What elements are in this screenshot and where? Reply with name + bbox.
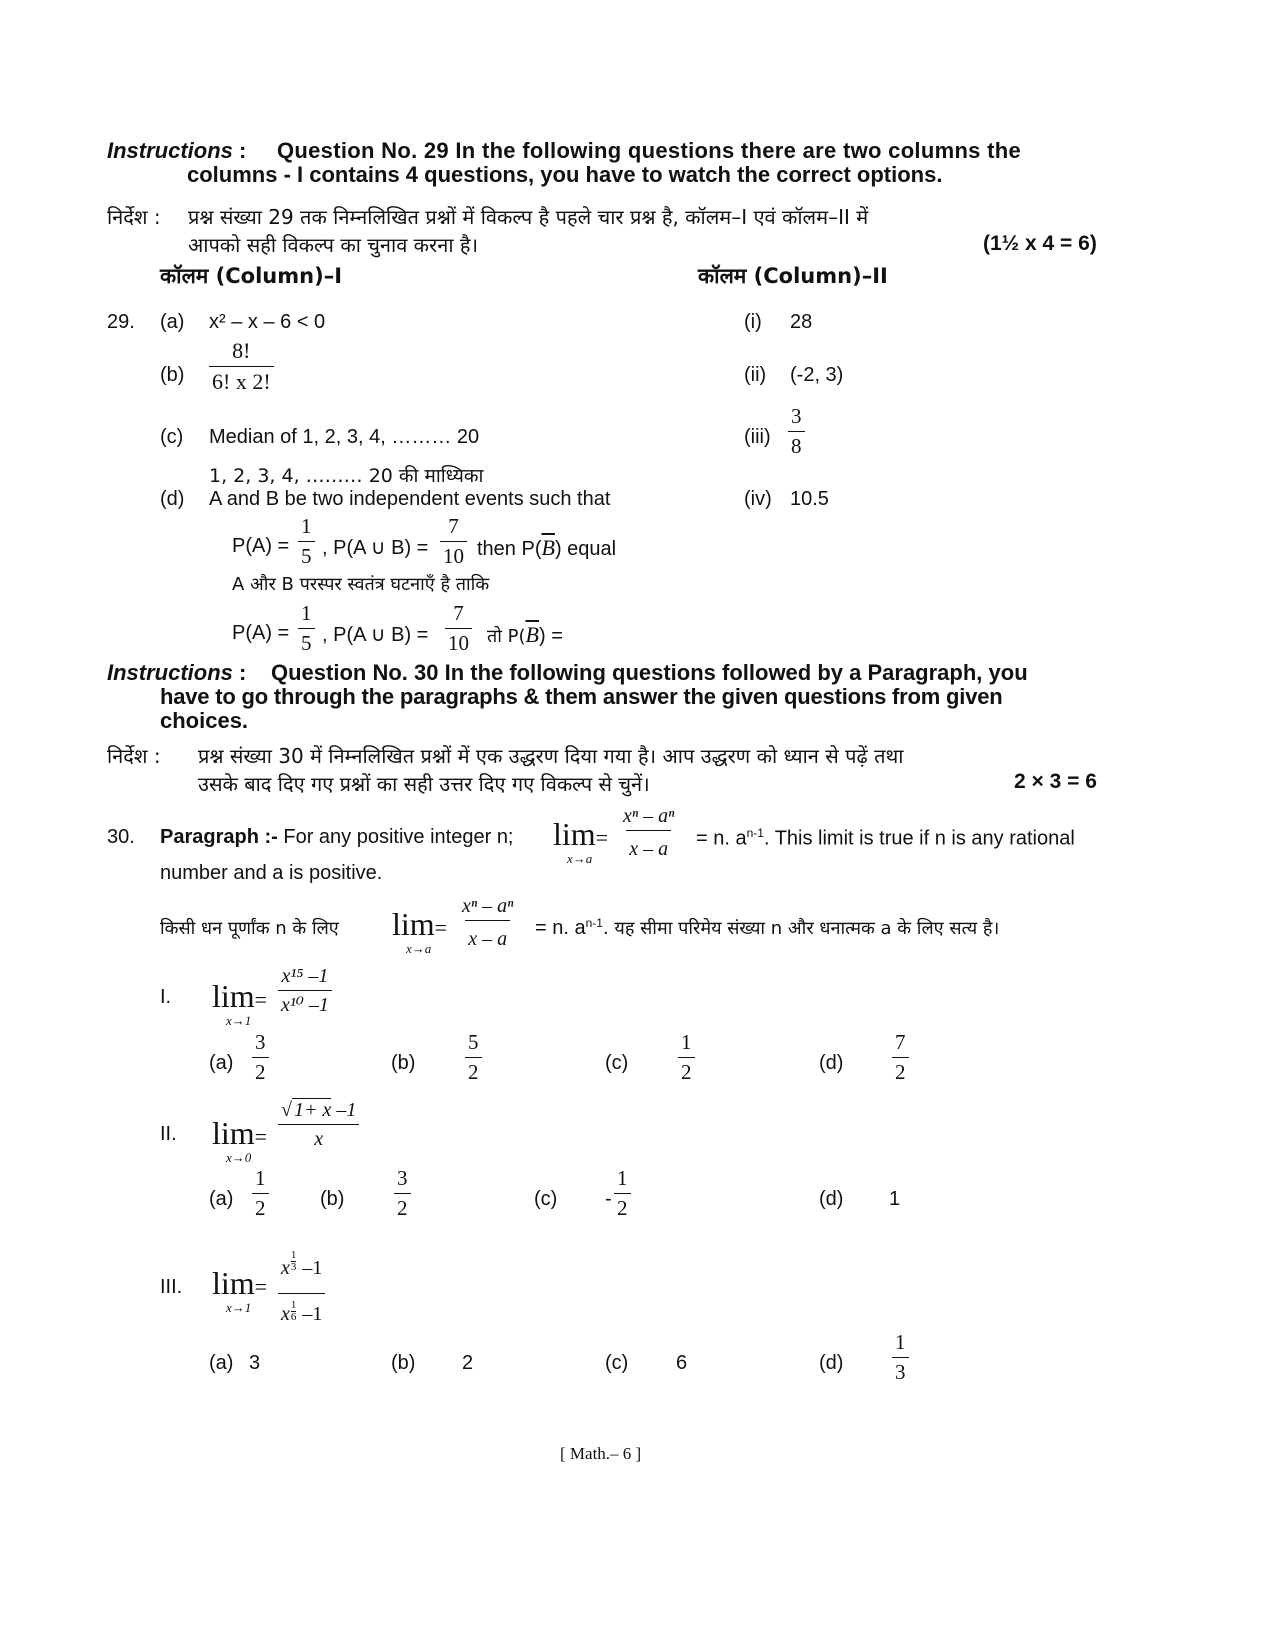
nirdesh-30-line1: प्रश्न संख्या 30 में निम्नलिखित प्रश्नों में एक उद्धरण दिया गया है। आप उद्धरण को ध्यान से पढ़ें तथा <box>198 744 904 768</box>
nirdesh-29-line2: आपको सही विकल्प का चुनाव करना है। <box>188 233 479 257</box>
instructions-label: Instructions <box>107 138 233 163</box>
sub2-lim-sub: x→0 <box>226 1150 252 1165</box>
sub2-opt-a-den: 2 <box>252 1193 269 1219</box>
q29-d-frac1 <box>298 516 315 567</box>
q29-c-text: Median of 1, 2, 3, 4, ……… 20 <box>209 426 480 448</box>
q29-d-b-complement-2: $\overline{B}$ <box>525 622 539 647</box>
sub1-opt-c-frac <box>678 1032 695 1083</box>
q29-d-frac2-2-den: 10 <box>445 628 472 654</box>
q29-a-label: (a) <box>160 311 185 333</box>
q29-d-equal-text: ) equal <box>554 538 617 560</box>
sub2-opt-a-label: (a) <box>209 1188 234 1210</box>
q29-b-fraction <box>209 340 274 393</box>
sub3-den-exp-n: 1 <box>290 1299 297 1311</box>
q29-d-then <box>477 535 616 561</box>
sub2-lim-text: lim <box>212 1115 255 1151</box>
q30-hindi-text2: = n. a <box>535 917 586 939</box>
sub2-opt-c-frac <box>614 1168 631 1219</box>
col2-i-value: 28 <box>790 311 813 333</box>
q29-d-to <box>487 622 563 648</box>
sub1-opt-b-den: 2 <box>465 1057 482 1083</box>
instructions-29 <box>107 138 246 164</box>
sub3-lim: lim= x→1 <box>212 1265 268 1315</box>
sub3-lim-text: lim <box>212 1265 255 1301</box>
column-2-heading: कॉलम (Column)–II <box>698 264 888 288</box>
sub2-opt-b-num: 3 <box>397 1166 408 1190</box>
sub1-opt-b-num: 5 <box>468 1030 479 1054</box>
sub3-den-base: x <box>281 1303 290 1325</box>
q29-number: 29. <box>107 311 135 333</box>
q30-exp: n-1 <box>746 826 764 840</box>
sub1-opt-d-den: 2 <box>892 1057 909 1083</box>
q29-c-hindi: 1, 2, 3, 4, ……… 20 की माध्यिका <box>209 465 484 487</box>
sub2-fraction <box>278 1100 359 1149</box>
sub3-num <box>278 1236 325 1293</box>
q29-d-pa: P(A) = <box>232 535 290 557</box>
q30-hindi-text1: किसी धन पूर्णांक n के लिए <box>160 918 339 939</box>
col2-ii-value: (-2, 3) <box>790 364 844 386</box>
sub1-fraction <box>278 966 332 1015</box>
sub3-opt-d-den: 3 <box>892 1357 909 1383</box>
sub2-lim: lim= x→0 <box>212 1115 268 1165</box>
instructions-29-line1: Question No. 29 In the following questions there are two columns the <box>277 138 1022 163</box>
q30-frac-den: x – a <box>626 830 671 859</box>
sub3-den-exp-d: 6 <box>290 1311 297 1323</box>
q29-d-frac2-2-num: 7 <box>453 601 464 625</box>
q29-d-eq-text: ) = <box>538 625 563 647</box>
col2-i-label: (i) <box>744 311 762 333</box>
q29-d-frac1-num: 1 <box>301 514 312 538</box>
q30-para-line1 <box>160 826 514 849</box>
q30-hindi-fraction <box>459 896 516 949</box>
sub2-opt-c-den: 2 <box>614 1193 631 1219</box>
sub1-opt-a-num: 3 <box>255 1030 266 1054</box>
sub1-num: x¹⁵ –1 <box>281 965 329 987</box>
instructions-colon: : <box>239 138 247 163</box>
q30-fraction <box>620 806 677 859</box>
sub2-opt-c-num: 1 <box>617 1166 628 1190</box>
q30-para-line2: number and a is positive. <box>160 862 383 884</box>
sub1-den: x¹⁰ –1 <box>278 990 332 1015</box>
sub3-opt-c-value: 6 <box>676 1352 688 1374</box>
sub3-opt-d-frac <box>892 1332 909 1383</box>
col2-iv-value: 10.5 <box>790 488 829 510</box>
q29-d-pab: , P(A ∪ B) = <box>322 537 429 559</box>
sub3-opt-a-value: 3 <box>249 1352 261 1374</box>
sub2-opt-c-label: (c) <box>534 1188 558 1210</box>
sub3-lim-sub: x→1 <box>226 1300 252 1315</box>
q29-d-frac1-2 <box>298 603 315 654</box>
q30-hindi-lim: lim= x→a <box>392 906 448 956</box>
sub3-opt-d-num: 1 <box>895 1330 906 1354</box>
q30-hindi-frac-num: xⁿ – aⁿ <box>462 895 514 917</box>
instructions-30-label: Instructions <box>107 660 233 685</box>
sub3-num-exp-d: 3 <box>290 1261 297 1273</box>
q29-d-frac2-den: 10 <box>440 541 467 567</box>
nirdesh-30-line2: उसके बाद दिए गए प्रश्नों का सही उत्तर दिए गए विकल्प से चुनें। <box>198 772 650 796</box>
q29-c-label: (c) <box>160 426 184 448</box>
q29-b-numerator: 8! <box>232 338 251 363</box>
column-1-heading: कॉलम (Column)–I <box>160 264 343 288</box>
sub3-opt-a-label: (a) <box>209 1352 234 1374</box>
col2-iv-label: (iv) <box>744 488 772 510</box>
q29-d-text: A and B be two independent events such that <box>209 488 611 510</box>
sub3-opt-b-value: 2 <box>462 1352 474 1374</box>
sub3-opt-b-label: (b) <box>391 1352 416 1374</box>
q30-lim-sub: x→a <box>567 851 593 866</box>
col2-iii-label: (iii) <box>744 426 771 448</box>
sub1-opt-c-den: 2 <box>678 1057 695 1083</box>
q29-a-text: x² – x – 6 < 0 <box>209 311 326 333</box>
q29-d-hindi: A और B परस्पर स्वतंत्र घटनाएँ है ताकि <box>232 574 490 595</box>
q29-d-frac2-num: 7 <box>448 514 459 538</box>
col2-iii-den: 8 <box>788 431 805 457</box>
sub2-label: II. <box>160 1123 177 1145</box>
sub1-lim-sub: x→1 <box>226 1013 252 1028</box>
sub2-den: x <box>278 1124 359 1149</box>
sub3-num-rest: –1 <box>297 1257 323 1279</box>
q30-hindi-text3: . यह सीमा परिमेय संख्या n और धनात्मक a के लिए सत्य है। <box>602 918 1000 939</box>
sub1-label: I. <box>160 986 172 1008</box>
sub3-den-rest: –1 <box>297 1303 323 1325</box>
page-footer: [ Math.– 6 ] <box>560 1444 642 1463</box>
instructions-29-line2: columns - I contains 4 questions, you have to watch the correct options. <box>187 162 943 187</box>
sub2-opt-a-frac <box>252 1168 269 1219</box>
col2-ii-label: (ii) <box>744 364 767 386</box>
q29-d-frac2 <box>440 516 467 567</box>
sub1-opt-d-label: (d) <box>819 1052 844 1074</box>
sub1-opt-d-frac <box>892 1032 909 1083</box>
sub2-opt-a-num: 1 <box>255 1166 266 1190</box>
sub1-opt-c-num: 1 <box>681 1030 692 1054</box>
sub2-num: √ 1+ x –1 <box>281 1099 357 1121</box>
q30-hindi-exp: n-1 <box>585 916 603 930</box>
sub2-opt-c-sign: - <box>605 1188 612 1210</box>
sub2-opt-b-frac <box>394 1168 411 1219</box>
q29-d-to-text: तो P( <box>487 626 526 647</box>
q30-para-label: Paragraph :- <box>160 826 278 848</box>
sub2-num-rest: –1 <box>331 1099 357 1121</box>
q29-d-frac1-2-den: 5 <box>298 628 315 654</box>
q30-para-text1: For any positive integer n; <box>283 826 514 848</box>
sub3-num-exp-n: 1 <box>290 1249 297 1261</box>
q30-lim-text: lim <box>553 816 596 852</box>
instructions-30-colon: : <box>239 660 247 685</box>
nirdesh-29-marks: (1½ x 4 = 6) <box>983 232 1097 255</box>
instructions-30 <box>107 660 246 686</box>
sub2-num-root: 1+ x <box>293 1099 332 1121</box>
q29-b-label: (b) <box>160 364 185 386</box>
q29-d-pa-2: P(A) = <box>232 622 290 644</box>
sub2-opt-d-value: 1 <box>889 1188 901 1210</box>
instructions-30-line3: choices. <box>160 708 249 733</box>
q30-number: 30. <box>107 826 135 848</box>
nirdesh-29-label: निर्देश : <box>107 205 161 229</box>
sub1-opt-b-frac <box>465 1032 482 1083</box>
sub1-opt-a-frac <box>252 1032 269 1083</box>
sub1-lim: lim= x→1 <box>212 978 268 1028</box>
q30-frac-num: xⁿ – aⁿ <box>623 805 675 827</box>
instructions-30-line2: have to go through the paragraphs & them answer the given questions from given <box>160 684 1003 709</box>
sub1-opt-c-label: (c) <box>605 1052 629 1074</box>
q30-para-text3: . This limit is true if n is any rational <box>763 827 1075 850</box>
q29-d-then-text: then P( <box>477 538 542 560</box>
q29-b-denominator: 6! x 2! <box>209 366 274 393</box>
q29-d-b-complement: $\overline{B}$ <box>541 535 555 560</box>
q29-d-label: (d) <box>160 488 185 510</box>
sub1-lim-text: lim <box>212 978 255 1014</box>
col2-iii-fraction <box>788 406 805 457</box>
q29-d-frac2-2 <box>445 603 472 654</box>
nirdesh-30-label: निर्देश : <box>107 744 161 768</box>
q30-para-line1b <box>696 826 1075 851</box>
q29-d-pab-2: , P(A ∪ B) = <box>322 624 429 646</box>
nirdesh-29-line1: प्रश्न संख्या 29 तक निम्नलिखित प्रश्नों में विकल्प है पहले चार प्रश्न है, कॉलम–I एवं कॉलम–II में <box>188 205 869 229</box>
q30-hindi-lim-sub: x→a <box>406 941 432 956</box>
sub3-opt-d-label: (d) <box>819 1352 844 1374</box>
q30-para-text2: = n. a <box>696 827 747 850</box>
sub3-den <box>278 1293 325 1335</box>
q29-d-frac1-2-num: 1 <box>301 601 312 625</box>
sub3-num-base: x <box>281 1257 290 1279</box>
q29-d-frac1-den: 5 <box>298 541 315 567</box>
q30-hindi-lim-text: lim <box>392 906 435 942</box>
sub3-fraction <box>278 1236 325 1335</box>
sub3-opt-c-label: (c) <box>605 1352 629 1374</box>
sub1-opt-a-label: (a) <box>209 1052 234 1074</box>
sub3-label: III. <box>160 1276 183 1298</box>
q30-lim: lim= x→a <box>553 816 609 866</box>
nirdesh-30-marks: 2 × 3 = 6 <box>1014 770 1097 793</box>
q30-hindi-frac-den: x – a <box>465 920 510 949</box>
sub2-opt-d-label: (d) <box>819 1188 844 1210</box>
instructions-30-line1: Question No. 30 In the following questions followed by a Paragraph, you <box>271 660 1028 685</box>
q30-hindi-rest <box>535 916 999 940</box>
col2-iii-num: 3 <box>791 404 802 428</box>
sub2-opt-b-label: (b) <box>320 1188 345 1210</box>
sub1-opt-b-label: (b) <box>391 1052 416 1074</box>
sub1-opt-a-den: 2 <box>252 1057 269 1083</box>
sub2-opt-b-den: 2 <box>394 1193 411 1219</box>
sub1-opt-d-num: 7 <box>895 1030 906 1054</box>
